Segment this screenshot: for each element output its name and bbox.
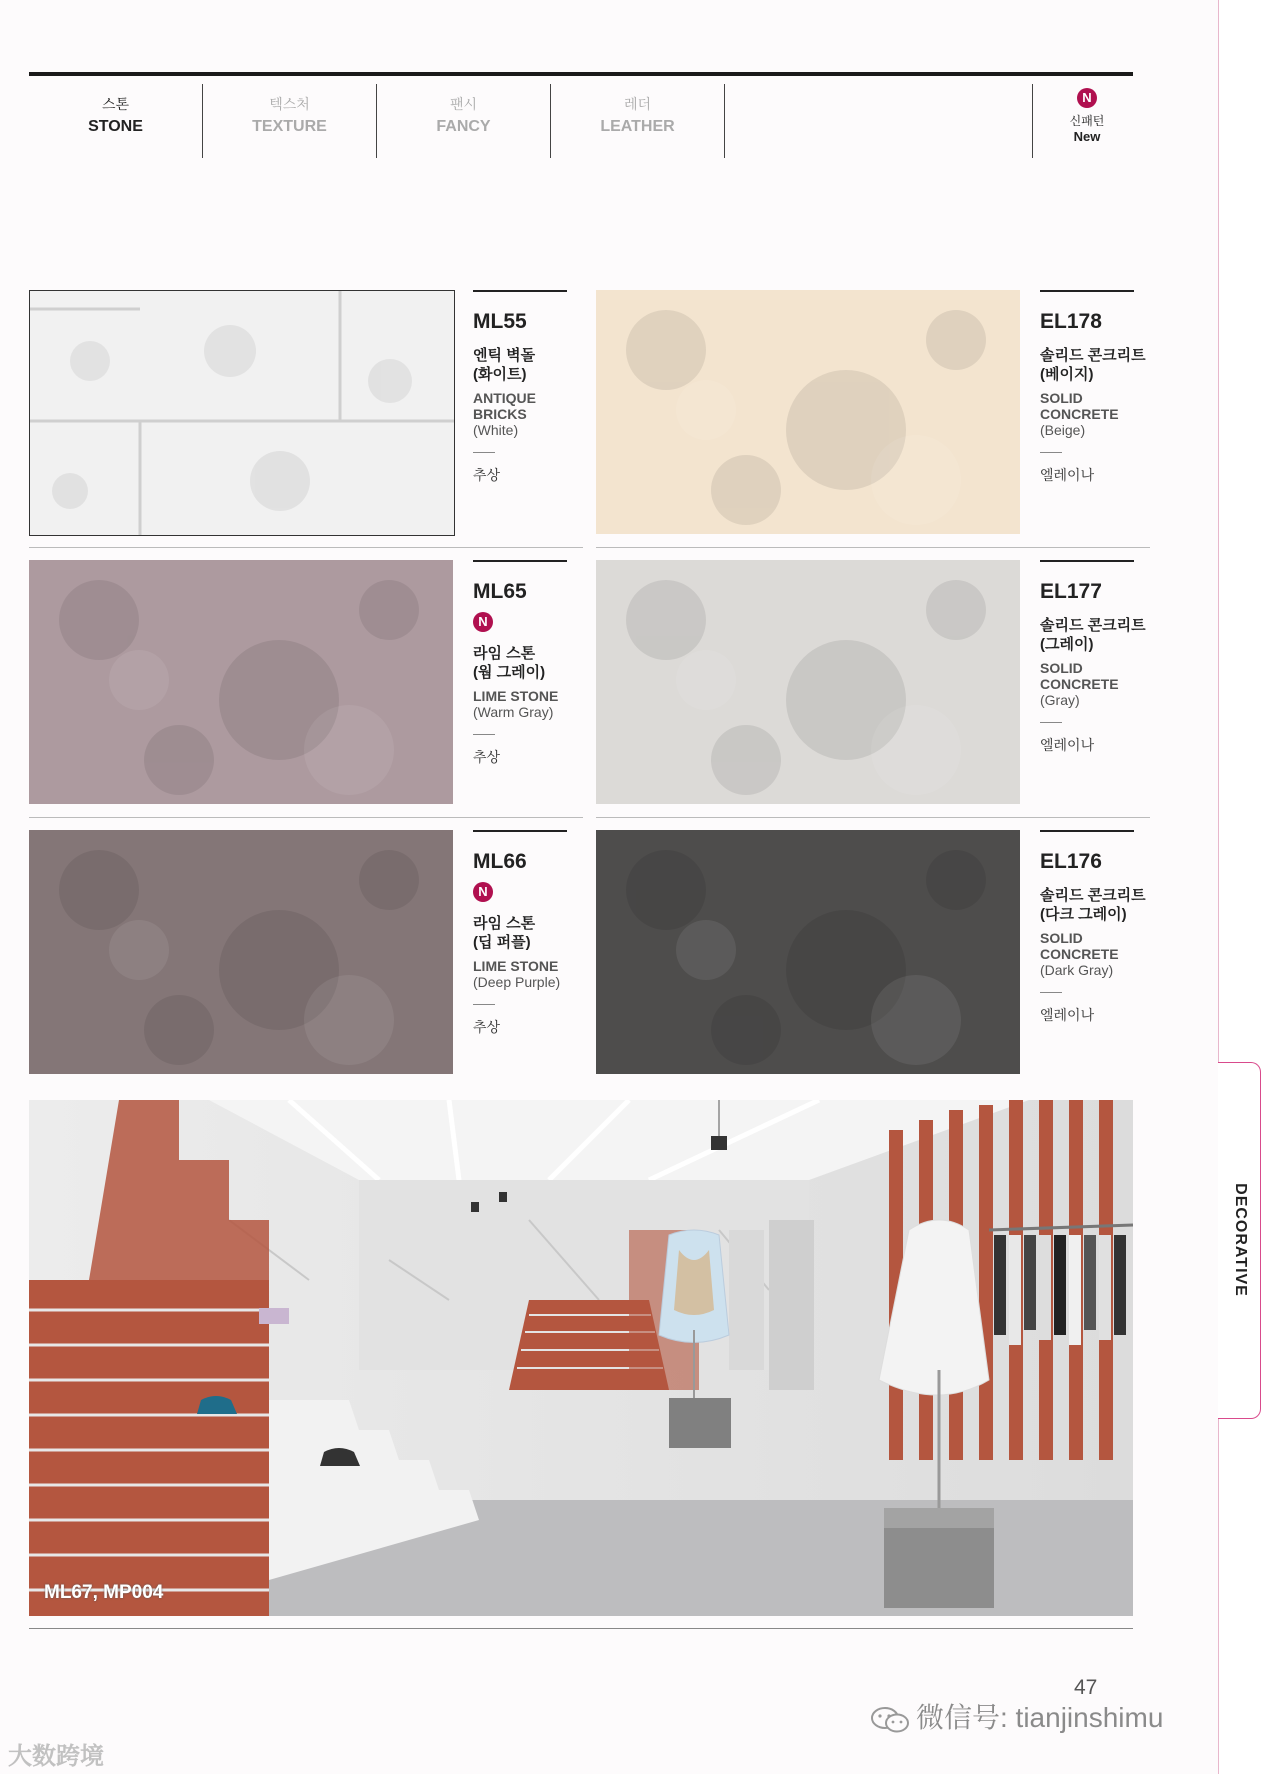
swatch-el176 bbox=[596, 830, 1020, 1074]
tab-texture[interactable] bbox=[203, 84, 376, 158]
product-info-ml65 bbox=[473, 560, 603, 767]
product-name-ko: 솔리드 콘크리트 (다크 그레이) bbox=[1040, 887, 1146, 923]
tab-label-ko: 팬시 bbox=[449, 96, 478, 112]
info-rule bbox=[473, 560, 567, 562]
new-legend-en: New bbox=[1073, 129, 1101, 144]
section-side-tab-label: DECORATIVE bbox=[1232, 1183, 1249, 1297]
product-code: ML66 bbox=[473, 850, 527, 873]
info-rule bbox=[1040, 830, 1134, 832]
new-badge-icon: N bbox=[473, 882, 493, 902]
info-dash bbox=[1040, 992, 1062, 993]
product-code: EL176 bbox=[1040, 850, 1102, 873]
product-name-en: LIME STONE bbox=[473, 688, 559, 704]
swatch-ml66 bbox=[29, 830, 453, 1074]
tab-divider bbox=[376, 84, 377, 158]
row-rule bbox=[29, 817, 583, 818]
tab-label-en: LEATHER bbox=[600, 118, 675, 135]
swatch-el178 bbox=[596, 290, 1020, 534]
product-info-ml66 bbox=[473, 830, 603, 1037]
product-name-ko: 솔리드 콘크리트 (베이지) bbox=[1040, 347, 1146, 383]
product-variant: (Gray) bbox=[1040, 692, 1080, 708]
product-variant: (Dark Gray) bbox=[1040, 962, 1114, 978]
product-info-el177 bbox=[1040, 560, 1170, 755]
product-name-en: SOLID CONCRETE bbox=[1040, 930, 1119, 962]
new-legend-ko: 신패턴 bbox=[1069, 114, 1105, 128]
product-info-ml55 bbox=[473, 290, 603, 485]
tab-label-ko: 스톤 bbox=[101, 96, 130, 112]
swatch-el177 bbox=[596, 560, 1020, 804]
tab-label-ko: 텍스처 bbox=[269, 96, 310, 112]
wechat-icon bbox=[870, 1705, 912, 1735]
binder-strip bbox=[1218, 0, 1280, 1774]
info-dash bbox=[1040, 722, 1062, 723]
new-badge-icon: N bbox=[1077, 88, 1097, 108]
swatch-ml55 bbox=[29, 290, 455, 536]
product-name-ko: 엔틱 벽돌 (화이트) bbox=[473, 347, 536, 383]
product-code: EL177 bbox=[1040, 580, 1102, 603]
tab-divider bbox=[724, 84, 725, 158]
info-rule bbox=[473, 830, 567, 832]
product-finish: 추상 bbox=[473, 749, 501, 765]
info-dash bbox=[1040, 452, 1062, 453]
product-variant: (Deep Purple) bbox=[473, 974, 561, 990]
tab-divider bbox=[550, 84, 551, 158]
new-badge-icon: N bbox=[473, 612, 493, 632]
header-rule bbox=[29, 72, 1133, 76]
product-finish: 엘레이나 bbox=[1040, 737, 1095, 753]
product-code: EL178 bbox=[1040, 310, 1102, 333]
product-variant: (White) bbox=[473, 422, 519, 438]
info-dash bbox=[473, 734, 495, 735]
product-name-en: ANTIQUE BRICKS bbox=[473, 390, 536, 422]
product-name-en: SOLID CONCRETE bbox=[1040, 390, 1119, 422]
info-rule bbox=[1040, 290, 1134, 292]
info-dash bbox=[473, 452, 495, 453]
info-rule bbox=[473, 290, 567, 292]
tab-label-en: FANCY bbox=[436, 118, 491, 135]
footer-rule bbox=[29, 1628, 1133, 1629]
tab-label-en: STONE bbox=[88, 118, 143, 135]
swatch-ml65 bbox=[29, 560, 453, 804]
product-finish: 엘레이나 bbox=[1040, 1007, 1095, 1023]
page-number: 47 bbox=[1074, 1676, 1098, 1699]
tab-stone[interactable] bbox=[29, 84, 202, 158]
product-code: ML65 bbox=[473, 580, 527, 603]
product-name-ko: 라임 스톤 (딥 퍼플) bbox=[473, 915, 536, 951]
product-finish: 추상 bbox=[473, 467, 501, 483]
product-name-en: SOLID CONCRETE bbox=[1040, 660, 1119, 692]
scene-caption: ML67, MP004 bbox=[44, 1582, 164, 1603]
row-rule bbox=[596, 817, 1150, 818]
product-finish: 추상 bbox=[473, 1019, 501, 1035]
wechat-watermark-text: 微信号: tianjinshimu bbox=[916, 1702, 1164, 1733]
row-rule bbox=[596, 547, 1150, 548]
corner-watermark: 大数跨境 bbox=[8, 1743, 104, 1770]
binder-strip-edge bbox=[1218, 0, 1219, 1774]
product-code: ML55 bbox=[473, 310, 527, 333]
tab-leather[interactable] bbox=[551, 84, 724, 158]
row-rule bbox=[29, 547, 583, 548]
tab-fancy[interactable] bbox=[377, 84, 550, 158]
tab-label-en: TEXTURE bbox=[252, 118, 327, 135]
product-variant: (Warm Gray) bbox=[473, 704, 554, 720]
info-rule bbox=[1040, 560, 1134, 562]
product-info-el178 bbox=[1040, 290, 1170, 485]
product-finish: 엘레이나 bbox=[1040, 467, 1095, 483]
product-name-en: LIME STONE bbox=[473, 958, 559, 974]
product-name-ko: 솔리드 콘크리트 (그레이) bbox=[1040, 617, 1146, 653]
tab-divider bbox=[202, 84, 203, 158]
product-name-ko: 라임 스톤 (웜 그레이) bbox=[473, 645, 546, 681]
new-pattern-legend bbox=[1032, 88, 1142, 144]
info-dash bbox=[473, 1004, 495, 1005]
product-info-el176 bbox=[1040, 830, 1170, 1025]
tab-label-ko: 레더 bbox=[623, 96, 652, 112]
product-variant: (Beige) bbox=[1040, 422, 1086, 438]
showroom-scene-image bbox=[29, 1100, 1133, 1616]
wechat-watermark bbox=[870, 1696, 1163, 1736]
